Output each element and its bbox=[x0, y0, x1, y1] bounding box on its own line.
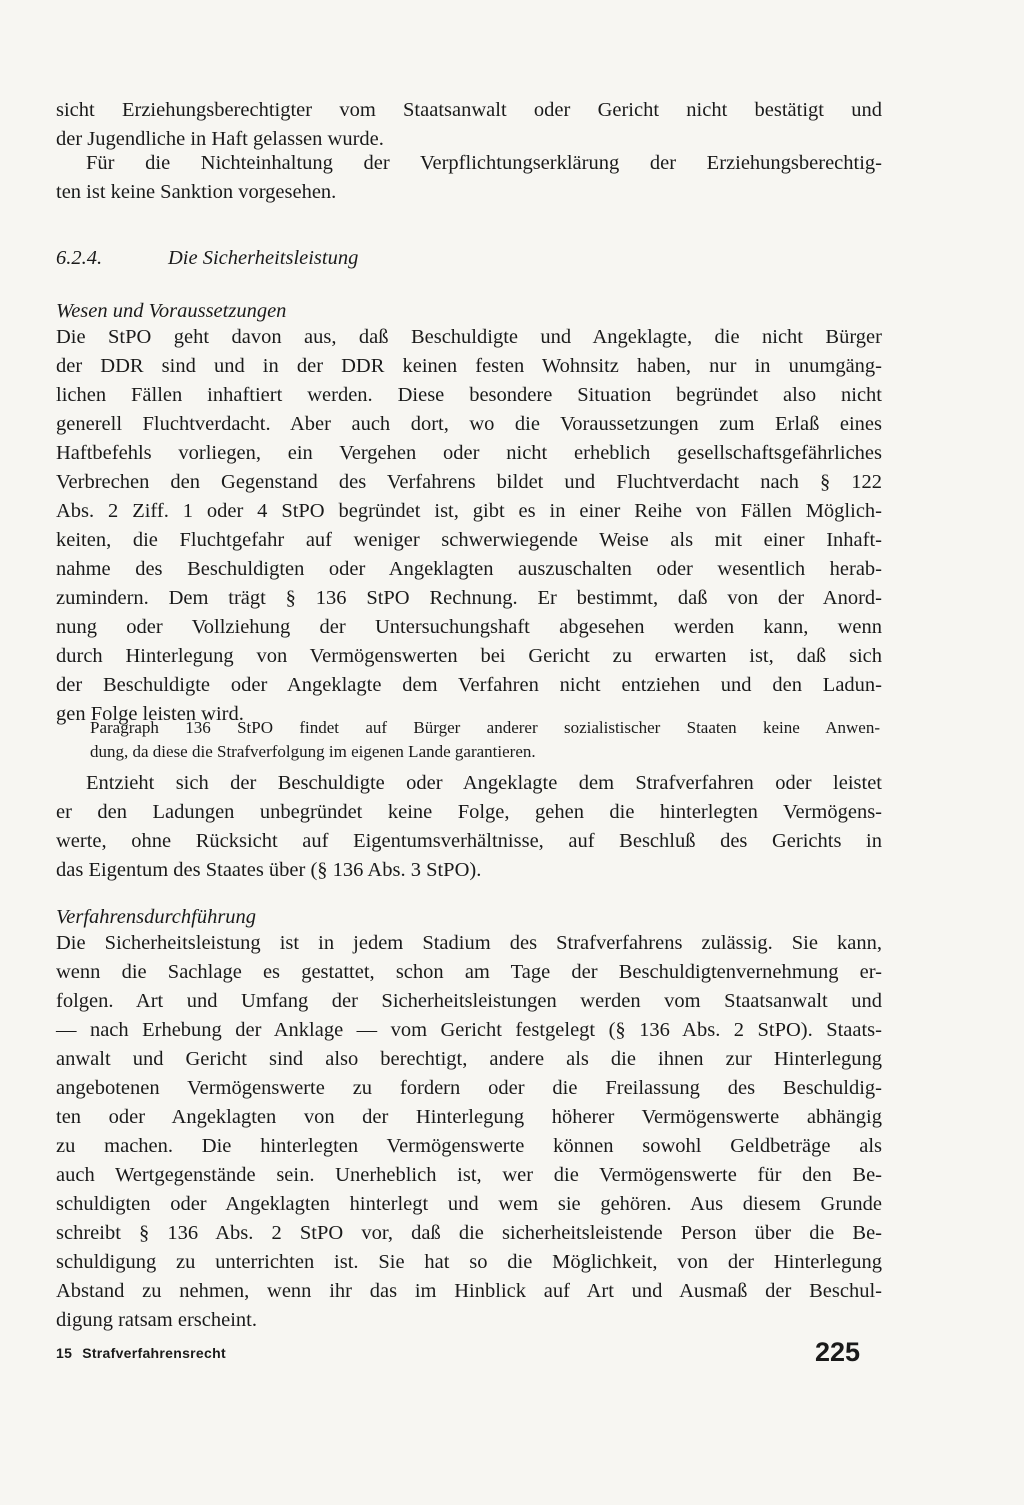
subsection-title: Verfahrensdurchführung bbox=[56, 906, 257, 928]
text-line: lichen Fällen inhaftiert werden. Diese besondere Situation begründet also nicht bbox=[56, 384, 882, 406]
paragraph-third bbox=[56, 769, 882, 885]
text-line: schuldigten oder Angeklagten hinterlegt und wem sie gehören. Aus diesem Grunde bbox=[56, 1193, 882, 1215]
text-line: Verbrechen den Gegenstand des Verfahrens bildet und Fluchtverdacht nach § 122 bbox=[56, 471, 882, 493]
text-line: der Beschuldigte oder Angeklagte dem Verfahren nicht entziehen und den Ladun- bbox=[56, 674, 882, 696]
section-title: Die Sicherheitsleistung bbox=[168, 247, 359, 269]
text-line: er den Ladungen unbegründet keine Folge, gehen die hinterlegten Vermögens- bbox=[56, 801, 882, 823]
text-line: nung oder Vollziehung der Untersuchungshaft abgesehen werden kann, wenn bbox=[56, 616, 882, 638]
text-line: generell Fluchtverdacht. Aber auch dort, wo die Voraussetzungen zum Erlaß eines bbox=[56, 413, 882, 435]
page-number: 225 bbox=[815, 1337, 861, 1367]
text-line: Die StPO geht davon aus, daß Beschuldigte und Angeklagte, die nicht Bürger bbox=[56, 326, 882, 348]
text-line: ten oder Angeklagten von der Hinterlegung höherer Vermögenswerte abhängig bbox=[56, 1106, 882, 1128]
text-line: auch Wertgegenstände sein. Unerheblich ist, wer die Vermögenswerte für den Be- bbox=[56, 1164, 882, 1186]
text-line: digung ratsam erscheint. bbox=[56, 1309, 257, 1331]
text-line: anwalt und Gericht sind also berechtigt, andere als die ihnen zur Hinterlegung bbox=[56, 1048, 882, 1070]
signature-mark: 15 bbox=[56, 1345, 73, 1361]
text-line: zu machen. Die hinterlegten Vermögenswerte können sowohl Geldbeträge als bbox=[56, 1135, 882, 1157]
text-line: Abs. 2 Ziff. 1 oder 4 StPO begründet ist, gibt es in einer Reihe von Fällen Möglich- bbox=[56, 500, 882, 522]
text-line: das Eigentum des Staates über (§ 136 Abs. 3 StPO). bbox=[56, 859, 482, 881]
text-line: Entzieht sich der Beschuldigte oder Angeklagte dem Strafverfahren oder leistet bbox=[86, 772, 882, 794]
text-line: keiten, die Fluchtgefahr auf weniger schwerwiegende Weise als mit einer Inhaft- bbox=[56, 529, 882, 551]
text-line: der Jugendliche in Haft gelassen wurde. bbox=[56, 128, 384, 150]
text-line: Haftbefehls vorliegen, ein Vergehen oder nicht erheblich gesellschaftsgefährliches bbox=[56, 442, 882, 464]
text-line: Für die Nichteinhaltung der Verpflichtungserklärung der Erziehungsberechtig- bbox=[86, 152, 882, 174]
text-line: — nach Erhebung der Anklage — vom Gericht festgelegt (§ 136 Abs. 2 StPO). Staats- bbox=[56, 1019, 882, 1041]
text-line: wenn die Sachlage es gestattet, schon am Tage der Beschuldigtenvernehmung er- bbox=[56, 961, 882, 983]
paragraph-second bbox=[56, 149, 882, 207]
paragraph-top bbox=[56, 96, 882, 154]
text-line: Abstand zu nehmen, wenn ihr das im Hinblick auf Art und Ausmaß der Beschul- bbox=[56, 1280, 882, 1302]
text-line: schreibt § 136 Abs. 2 StPO vor, daß die sicherheitsleistende Person über die Be- bbox=[56, 1222, 882, 1244]
footnote-block bbox=[90, 716, 880, 764]
subsection-wesen bbox=[56, 300, 882, 729]
text-line: der DDR sind und in der DDR keinen festen Wohnsitz haben, nur in unumgäng- bbox=[56, 355, 882, 377]
text-line: sicht Erziehungsberechtigter vom Staatsanwalt oder Gericht nicht bestätigt und bbox=[56, 99, 882, 121]
running-title: Strafverfahrensrecht bbox=[82, 1345, 226, 1361]
text-line: Die Sicherheitsleistung ist in jedem Stadium des Strafverfahrens zulässig. Sie kann, bbox=[56, 932, 882, 954]
page-footer bbox=[56, 1345, 226, 1361]
text-line: ten ist keine Sanktion vorgesehen. bbox=[56, 181, 337, 203]
text-line: schuldigung zu unterrichten ist. Sie hat so die Möglichkeit, von der Hinterlegung bbox=[56, 1251, 882, 1273]
section-heading bbox=[56, 247, 358, 270]
text-line: nahme des Beschuldigten oder Angeklagten auszuschalten oder wesentlich herab- bbox=[56, 558, 882, 580]
subsection-title: Wesen und Voraussetzungen bbox=[56, 300, 287, 322]
text-line: gen Folge leisten wird. bbox=[56, 703, 244, 725]
note-line: dung, da diese die Strafverfolgung im eigenen Lande garantieren. bbox=[90, 742, 536, 761]
section-number: 6.2.4. bbox=[56, 247, 103, 269]
text-line: folgen. Art und Umfang der Sicherheitsleistungen werden vom Staatsanwalt und bbox=[56, 990, 882, 1012]
note-line: Paragraph 136 StPO findet auf Bürger anderer sozialistischer Staaten keine Anwen- bbox=[90, 718, 880, 737]
subsection-verfahren bbox=[56, 906, 882, 1335]
text-line: durch Hinterlegung von Vermögenswerten bei Gericht zu erwarten ist, daß sich bbox=[56, 645, 882, 667]
text-line: werte, ohne Rücksicht auf Eigentumsverhältnisse, auf Beschluß des Gerichts in bbox=[56, 830, 882, 852]
text-line: zumindern. Dem trägt § 136 StPO Rechnung. Er bestimmt, daß von der Anord- bbox=[56, 587, 882, 609]
text-line: angebotenen Vermögenswerte zu fordern oder die Freilassung des Beschuldig- bbox=[56, 1077, 882, 1099]
